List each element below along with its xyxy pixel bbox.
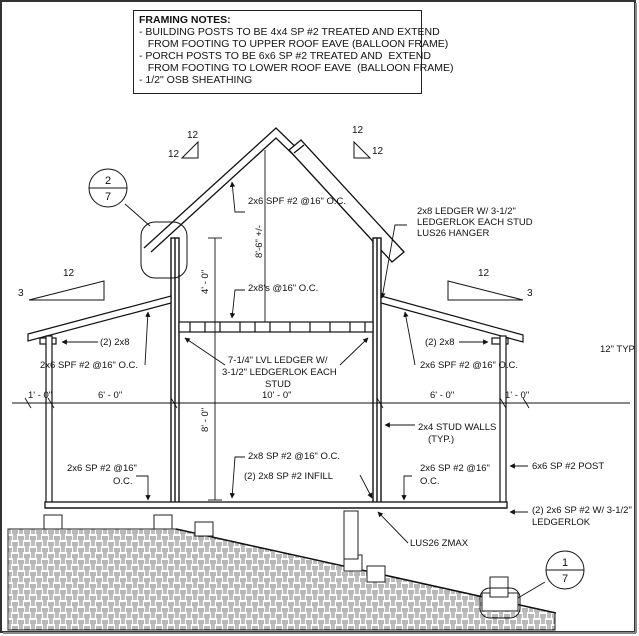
framing-notes-box	[133, 10, 454, 94]
framing-note-line: FROM FOOTING TO UPPER ROOF EAVE (BALLOON FRAME)	[139, 38, 449, 50]
pitch-mark-lower-right	[448, 281, 523, 300]
label-stud-walls-2: (TYP.)	[428, 434, 455, 445]
dim-upper-wall: 4' - 0"	[200, 269, 211, 294]
label-porch-joist-left-1: 2x6 SP #2 @16"	[67, 463, 137, 474]
label-header-right: (2) 2x8	[425, 337, 455, 348]
dim-wall-height: 8' - 0"	[200, 407, 211, 432]
ceiling-ledger	[179, 322, 373, 332]
label-floor-joists: 2x8 SP #2 @16" O.C.	[248, 451, 341, 462]
pitch-lower-left-run: 12	[63, 268, 75, 279]
detail-2-sheet: 7	[104, 191, 112, 203]
label-ledger-upper-3: LUS26 HANGER	[417, 228, 490, 239]
pitch-upper-right-run: 12	[352, 125, 364, 136]
framing-notes-title: FRAMING NOTES:	[139, 14, 231, 26]
label-ceiling-joists: 2x8's @16" O.C.	[248, 283, 319, 294]
pitch-lower-right-rise: 3	[527, 288, 533, 299]
label-porch-joist-right-2: O.C.	[420, 476, 440, 487]
label-ledger-upper-1: 2x8 LEDGER W/ 3-1/2"	[417, 206, 516, 217]
pitch-mark-lower-left	[29, 281, 104, 300]
dim-porch-overhang-right: 1' - 0"	[505, 390, 530, 401]
label-lvl-2: 3-1/2" LEDGERLOK EACH	[222, 367, 337, 378]
label-ledgerlok-2: LEDGERLOK	[532, 517, 591, 528]
framing-note-line: - PORCH POSTS TO BE 6x6 SP #2 TREATED AND EXTEND	[139, 50, 431, 62]
label-porch-rafter-right: 2x6 SPF #2 @16" O.C.	[420, 360, 519, 371]
dim-house-width: 10' - 0"	[262, 390, 292, 401]
label-header-left: (2) 2x8	[100, 337, 130, 348]
framing-note-line: FROM FOOTING TO LOWER ROOF EAVE (BALLOON FRAME)	[139, 62, 454, 74]
main-roof	[144, 128, 404, 262]
label-lvl-3: STUD	[265, 379, 291, 390]
dim-ridge-height: 8'-6" +/-	[254, 225, 265, 258]
label-porch-rafter-left: 2x6 SPF #2 @16" O.C.	[40, 360, 139, 371]
label-stud-walls-1: 2x4 STUD WALLS	[418, 422, 497, 433]
label-ledger-upper-2: LEDGERLOK EACH STUD	[417, 217, 533, 228]
label-infill: (2) 2x8 SP #2 INFILL	[244, 471, 334, 482]
floor-deck	[45, 502, 507, 508]
drawing-labels	[40, 196, 635, 549]
label-porch-joist-left-2: O.C.	[113, 476, 133, 487]
pitch-lower-left-rise: 3	[18, 288, 24, 299]
pitch-mark-upper-right	[354, 142, 370, 158]
pitch-mark-upper-left	[182, 142, 198, 158]
framing-note-line: - BUILDING POSTS TO BE 4x4 SP #2 TREATED AND EXTEND	[139, 26, 440, 38]
framing-note-line: - 1/2" OSB SHEATHING	[139, 74, 253, 86]
label-ledgerlok-1: (2) 2x6 SP #2 W/ 3-1/2"	[532, 505, 632, 516]
detail-1-sheet: 7	[561, 573, 569, 585]
pitch-upper-left-rise: 12	[168, 149, 180, 160]
label-zmax: LUS26 ZMAX	[410, 538, 469, 549]
detail-1-number: 1	[561, 557, 569, 569]
dim-porch-overhang-left: 1' - 0"	[28, 390, 53, 401]
label-lvl-1: 7-1/4" LVL LEDGER W/	[228, 355, 328, 366]
label-typ-cut: 12" TYP	[600, 344, 635, 355]
pitch-lower-right-run: 12	[478, 268, 490, 279]
dim-porch-left: 6' - 0"	[98, 390, 123, 401]
pitch-upper-left-run: 12	[187, 130, 199, 141]
label-rafter-upper: 2x6 SPF #2 @16" O.C.	[248, 196, 347, 207]
detail-2-number: 2	[104, 175, 112, 187]
pitch-upper-right-rise: 12	[372, 146, 384, 157]
ground-earth	[8, 529, 555, 630]
dim-porch-right: 6' - 0"	[430, 390, 455, 401]
label-post: 6x6 SP #2 POST	[532, 461, 605, 472]
label-porch-joist-right-1: 2x6 SP #2 @16"	[420, 463, 490, 474]
